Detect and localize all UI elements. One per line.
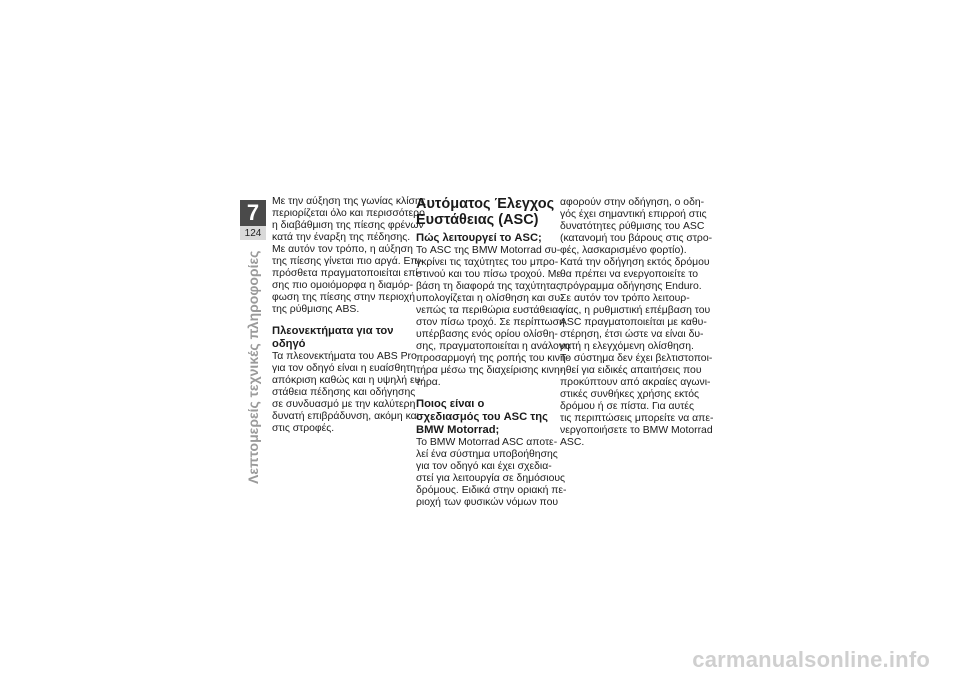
text-line: κατά την έναρξη της πέδησης. (272, 232, 411, 243)
text-line: πρόγραμμα οδήγησης Enduro. (560, 281, 702, 292)
text-line: Το ASC της BMW Motorrad συ- (416, 245, 561, 256)
text-line: στέρηση, έτσι ώστε να είναι δυ- (560, 329, 704, 340)
text-line: βάση τη διαφορά της ταχύτητας (416, 281, 561, 292)
heading-line: Πλεονεκτήματα για τον (272, 325, 394, 337)
text-line: η διαβάθμιση της πίεσης φρένων (272, 220, 424, 231)
asc-section-title (416, 196, 556, 228)
how-asc-works-paragraph (416, 245, 570, 389)
text-line: νατή η ελεγχόμενη ολίσθηση. (560, 341, 694, 352)
watermark: carmanualsonline.info (692, 647, 930, 672)
text-line: τήρα μέσω της διαχείρισης κινη- (416, 365, 564, 376)
title-line: Αυτόματος Έλεγχος (416, 196, 555, 212)
text-line: νεπώς τα περιθώρια ευστάθειας (416, 305, 564, 316)
text-line: της πίεσης γίνεται πιο αργά. Επι- (272, 256, 424, 267)
text-line: σης, πραγματοποιείται η ανάλογη (416, 341, 570, 352)
text-line: ASC πραγματοποιείται με καθυ- (560, 317, 707, 328)
text-line: φές, λασκαρισμένο φορτίο). (560, 245, 687, 256)
text-line: σε συνδυασμό με την καλύτερη (272, 399, 416, 410)
text-line: στεί για λειτουργία σε δημόσιους (416, 473, 566, 484)
heading-line: Πώς λειτουργεί το ASC; (416, 232, 542, 244)
text-column-3 (560, 197, 714, 449)
text-line: τήρα. (416, 377, 441, 388)
text-line: υπολογίζεται η ολίσθηση και συ- (416, 293, 564, 304)
text-line: σης πιο ομοιόμορφα η διαμόρ- (272, 280, 414, 291)
advantages-paragraph (272, 351, 424, 435)
how-asc-works-heading (416, 232, 556, 245)
text-line: Με την αύξηση της γωνίας κλίσης (272, 196, 426, 207)
intro-paragraph (272, 196, 426, 316)
text-line: νεργοποιήσετε το BMW Motorrad (560, 425, 713, 436)
text-line: προσαρμογή της ροπής του κινη- (416, 353, 570, 364)
text-line: δρόμου ή σε πίστα. Για αυτές (560, 401, 694, 412)
text-line: Με αυτόν τον τρόπο, η αύξηση (272, 244, 413, 255)
text-line: (κατανομή του βάρους στις στρο- (560, 233, 713, 244)
title-line: Ευστάθειας (ASC) (416, 212, 539, 228)
text-line: στικές συνθήκες χρήσης εκτός (560, 389, 700, 400)
text-line: στινού και του πίσω τροχού. Με (416, 269, 562, 280)
chapter-number: 7 (240, 200, 266, 226)
text-line: Το σύστημα δεν έχει βελτιστοποι- (560, 353, 713, 364)
text-line: Σε αυτόν τον τρόπο λειτουρ- (560, 293, 690, 304)
text-line: γκρίνει τις ταχύτητες του μπρο- (416, 257, 559, 268)
text-line: στον πίσω τροχό. Σε περίπτωση (416, 317, 565, 328)
text-line: αφορούν στην οδήγηση, ο οδη- (560, 197, 705, 208)
text-line: δρόμους. Ειδικά στην οριακή πε- (416, 485, 567, 496)
asc-design-heading (416, 398, 556, 437)
heading-line: BMW Motorrad; (416, 424, 500, 436)
text-column-1 (272, 196, 426, 435)
text-line: πρόσθετα πραγματοποιείται επί- (272, 268, 422, 279)
text-line: στις στροφές. (272, 423, 335, 434)
text-line: προκύπτουν από ακραίες αγωνι- (560, 377, 711, 388)
asc-design-paragraph (416, 437, 567, 509)
text-line: περιορίζεται όλο και περισσότερο (272, 208, 425, 219)
text-line: για τον οδηγό είναι η ευαίσθητη (272, 363, 416, 374)
text-line: γός έχει σημαντική επιρροή στις (560, 209, 707, 220)
text-line: δυνατή επιβράδυνση, ακόμη και (272, 411, 419, 422)
text-line: ριοχή των φυσικών νόμων που (416, 497, 559, 508)
heading-line: σχεδιασμός του ASC της (416, 411, 548, 423)
text-line: στάθεια πέδησης και οδήγησης (272, 387, 416, 398)
advantages-heading (272, 325, 412, 351)
heading-line: οδηγό (272, 338, 306, 350)
text-line: ηθεί για ειδικές απαιτήσεις που (560, 365, 702, 376)
text-line: Τα πλεονεκτήματα του ABS Pro (272, 351, 417, 362)
text-line: γίας, η ρυθμιστική επέμβαση του (560, 305, 711, 316)
text-line: ASC. (560, 437, 585, 448)
text-line: δυνατότητες ρύθμισης του ASC (560, 221, 705, 232)
text-line: για τον οδηγό και έχει σχεδια- (416, 461, 552, 472)
heading-line: Ποιος είναι ο (416, 398, 485, 410)
text-line: Κατά την οδήγηση εκτός δρόμου (560, 257, 710, 268)
text-line: της ρύθμισης ABS. (272, 304, 360, 315)
text-line: Το BMW Motorrad ASC αποτε- (416, 437, 558, 448)
text-line: απόκριση καθώς και η υψηλή ευ- (272, 375, 424, 386)
text-line: υπέρβασης ενός ορίου ολίσθη- (416, 329, 558, 340)
text-line: φωση της πίεσης στην περιοχή (272, 292, 416, 303)
section-title-vertical: Λεπτομερείς τεχνικές πληροφορίες (245, 250, 261, 484)
page-number: 124 (240, 226, 266, 240)
text-line: τις περιπτώσεις μπορείτε να απε- (560, 413, 714, 424)
text-line: θα πρέπει να ενεργοποιείτε το (560, 269, 699, 280)
text-line: λεί ένα σύστημα υποβοήθησης (416, 449, 558, 460)
text-column-2 (416, 196, 570, 509)
